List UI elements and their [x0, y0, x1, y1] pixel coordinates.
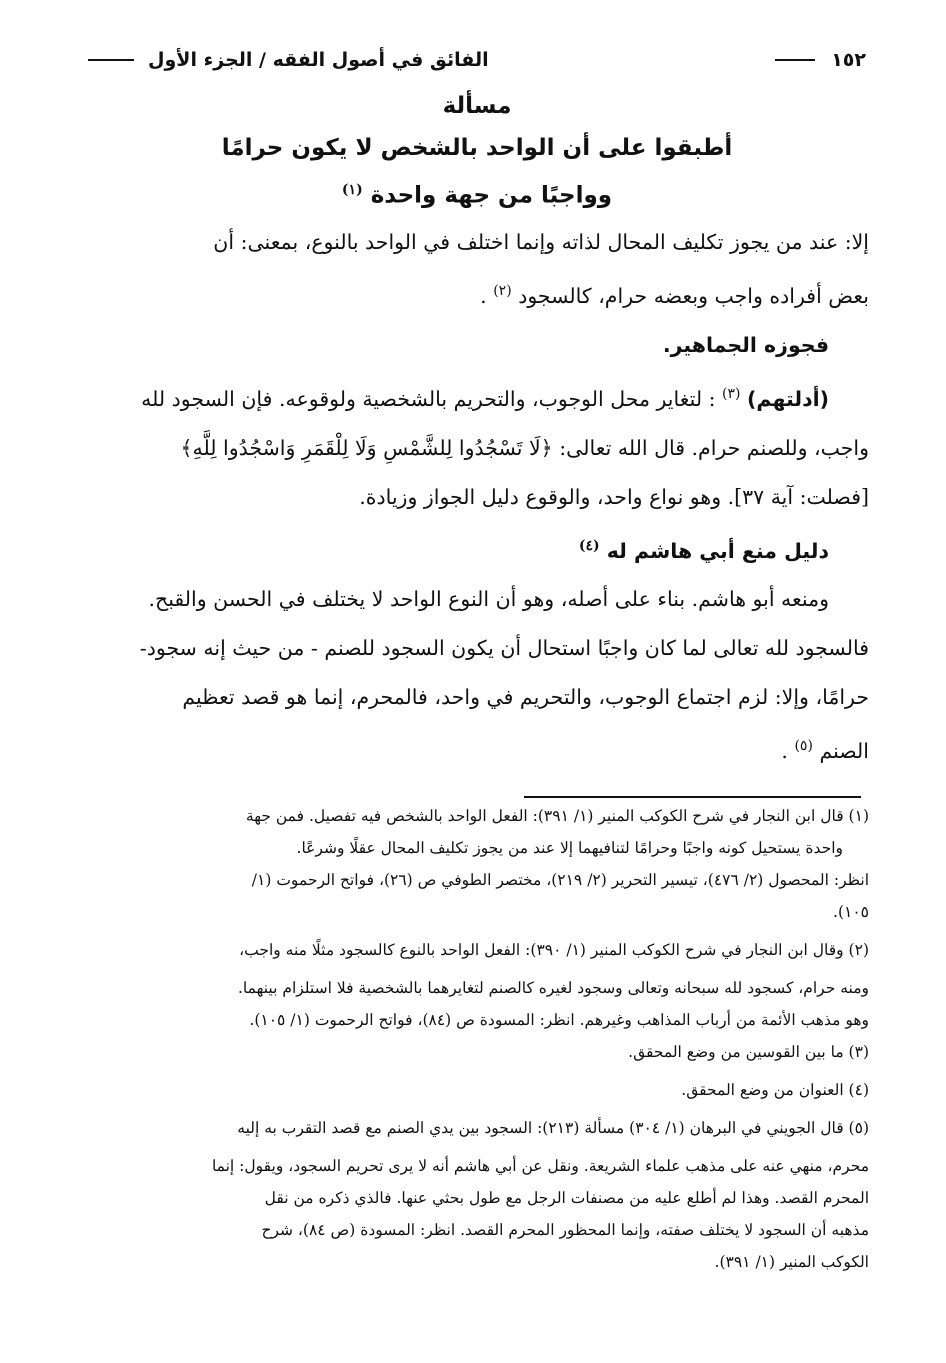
paragraph-heading: فجوزه الجماهير. — [662, 332, 829, 357]
footnote-line: (٥) قال الجويني في البرهان (١/ ٣٠٤) مسألة (٢١٣): السجود بين يدي الصنم مع قصد التقرب به إليه — [237, 1119, 869, 1137]
text-span: واجب، وللصنم حرام. قال الله تعالى: — [559, 435, 869, 460]
inline-heading: (أدلتهم) — [747, 386, 829, 411]
footnote-line: واحدة يستحيل كونه واجبًا وحرامًا لتنافيهما إلا عند من يجوز تكليف المحال عقلًا وشرعًا. — [296, 839, 843, 857]
footnote-line: (٢) وقال ابن النجار في شرح الكوكب المنير (١/ ٣٩٠): الفعل الواحد بالنوع كالسجود مثلًا منه واجب، — [239, 941, 869, 959]
header-short-rule — [775, 59, 815, 61]
footnote-ref: (٢) — [493, 283, 512, 299]
footnote-line: الكوكب المنير (١/ ٣٩١). — [714, 1253, 869, 1271]
text-line: ومنعه أبو هاشم. بناء على أصله، وهو أن النوع الواحد لا يختلف في الحسن والقبح. — [148, 587, 829, 612]
footnote-ref: (١) — [341, 182, 363, 198]
footnote-ref: (٣) — [722, 385, 741, 402]
text-line — [85, 267, 869, 321]
footnote-separator — [524, 796, 861, 798]
subheading-text: دليل منع أبي هاشم له — [606, 538, 829, 563]
footnote-ref: (٤) — [578, 537, 600, 554]
text-span: . — [480, 283, 487, 308]
page-number: ١٥٢ — [831, 49, 866, 71]
text-line — [85, 722, 869, 776]
section-title-line1: أطبقوا على أن الواحد بالشخص لا يكون حرامًا — [221, 135, 733, 161]
main-text — [85, 218, 869, 776]
text-line: [فصلت: آية ٣٧]. وهو نواع واحد، والوقوع دليل الجواز وزيادة. — [359, 484, 869, 509]
footnote-line: محرم، منهي عنه على مذهب علماء الشريعة. ونقل عن أبي هاشم أنه لا يرى تحريم السجود، ويقول: إنما — [211, 1157, 869, 1175]
text-line — [85, 370, 869, 424]
footnote-line: مذهبه أن السجود لا يختلف صفته، وإنما المحظور المحرم القصد. انظر: المسودة (ص ٨٤)، شرح — [261, 1221, 869, 1239]
section-title-line2-text: وواجبًا من جهة واحدة — [370, 182, 613, 209]
footnote-line: وهو مذهب الأئمة من أرباب المذاهب وغيرهم. انظر: المسودة ص (٨٤)، فواتح الرحموت (١/ ١٠٥). — [249, 1011, 869, 1029]
quran-verse: ﴿لَا تَسْجُدُوا لِلشَّمْسِ وَلَا لِلْقَمَرِ وَاسْجُدُوا لِلَّهِ﴾ — [180, 435, 553, 460]
footnotes — [85, 800, 869, 1278]
text-span: الصنم — [819, 739, 869, 764]
footnote-line: انظر: المحصول (٢/ ٤٧٦)، تيسير التحرير (٢/ ٢١٩)، مختصر الطوفي ص (٢٦)، فواتح الرحموت (١/ — [251, 871, 869, 889]
footnote-line: (١) قال ابن النجار في شرح الكوكب المنير (١/ ٣٩١): الفعل الواحد بالشخص فيه تفصيل. فمن جهة — [245, 807, 869, 825]
running-title: الفائق في أصول الفقه / الجزء الأول — [148, 49, 489, 71]
footnote-ref: (٥) — [794, 738, 813, 755]
text-line: إلا: عند من يجوز تكليف المحال لذاته وإنما اختلف في الواحد بالنوع، بمعنى: أن — [213, 230, 869, 254]
text-span: بعض أفراده واجب وبعضه حرام، كالسجود — [518, 283, 869, 308]
running-header — [88, 42, 866, 78]
text-line — [85, 424, 869, 473]
footnote-line: ومنه حرام، كسجود لله سبحانه وتعالى وسجود لغيره كالصنم لتغايرهما بالشخصية فلا استلزام بينهما. — [238, 979, 869, 997]
footnote-line: (٣) ما بين القوسين من وضع المحقق. — [628, 1043, 869, 1061]
text-line: فالسجود لله تعالى لما كان واجبًا استحال أن يكون السجود للصنم - من حيث إنه سجود- — [139, 636, 869, 661]
footnote-line: ١٠٥). — [833, 903, 869, 921]
section-label: مسألة — [442, 93, 512, 119]
footnote-line: (٤) العنوان من وضع المحقق. — [681, 1081, 869, 1099]
footnote-line: المحرم القصد. وهذا لم أطلع عليه من مصنفات الرجل مع طول بحثي عنها. فالذي ذكره من نقل — [264, 1189, 869, 1207]
text-line: حرامًا، وإلا: لزم اجتماع الوجوب، والتحريم في واحد، فالمحرم، إنما هو قصد تعظيم — [182, 685, 869, 710]
header-end-rule — [88, 59, 134, 61]
subheading — [85, 522, 869, 576]
section-title-line2 — [88, 170, 866, 216]
text-span: . — [781, 739, 788, 764]
text-span: : لتغاير محل الوجوب، والتحريم بالشخصية ولوقوعه. فإن السجود لله — [141, 386, 716, 411]
